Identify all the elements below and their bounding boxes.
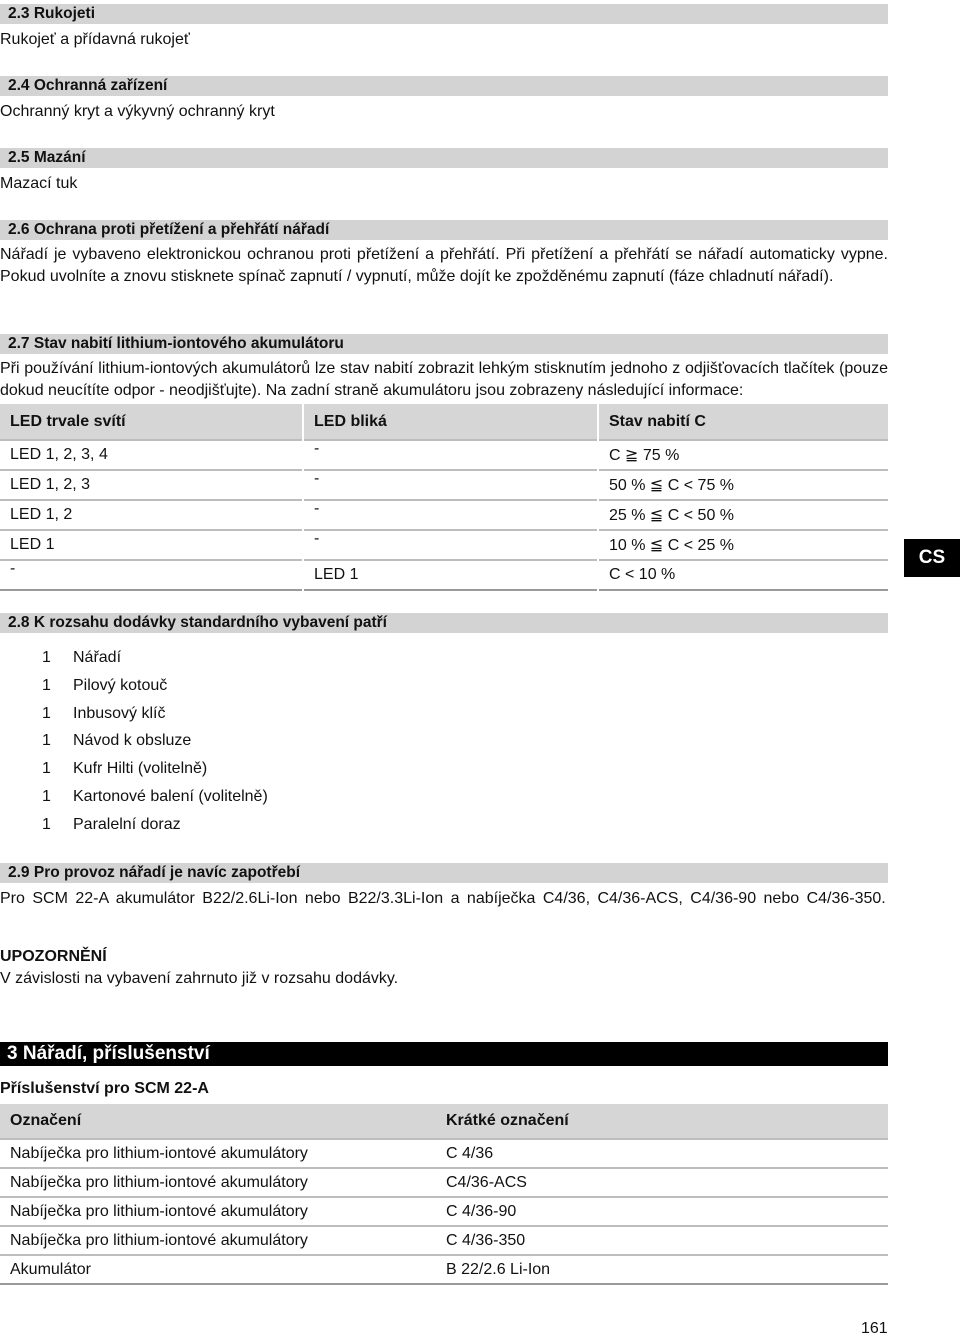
accessories-cell: Akumulátor [10,1260,91,1278]
section-text-2-4: Ochranný kryt a výkyvný ochranný kryt [0,103,275,120]
notice-text: V závislosti na vybavení zahrnuto již v rozsahu dodávky. [0,970,399,987]
led-table-cell: C ≧ 75 % [598,440,888,470]
led-status-table [0,404,888,591]
accessories-cell: C4/36-ACS [446,1173,527,1191]
accessories-cell: Nabíječka pro lithium-iontové akumulátory [10,1144,308,1162]
led-table-cell: - [303,500,598,530]
led-table-header-charge: Stav nabití C [598,404,888,440]
section-text-2-6: Nářadí je vybaveno elektronickou ochranou proti přetížení a přehřátí. Při přetížení a přehřátí se nářadí automaticky vypne. Pokud uvolníte a znovu stisknete spínač zapnutí / vypnutí, může dojít ke zpožděnému zapnutí (fáze chladnutí nářadí). [0,246,888,285]
accessories-cell: C 4/36 [446,1144,494,1162]
led-table-cell: C < 10 % [598,560,888,590]
list-item: 1 Nářadí [42,649,122,666]
table-row [0,1255,888,1284]
table-row [0,470,888,500]
accessories-table-header-row [0,1104,888,1139]
section-text-2-9: Pro SCM 22-A akumulátor B22/2.6Li-Ion nebo B22/3.3Li-Ion a nabíječka C4/36, C4/36-ACS, C4/36-90 nebo C4/36-350. [0,890,886,907]
section-heading-2-8: 2.8 K rozsahu dodávky standardního vybavení patří [0,613,888,633]
accessories-cell: C 4/36-350 [446,1231,526,1249]
accessories-cell: Nabíječka pro lithium-iontové akumulátory [10,1173,308,1191]
led-table-cell: 10 % ≦ C < 25 % [598,530,888,560]
accessories-cell: Nabíječka pro lithium-iontové akumulátory [10,1202,308,1220]
list-item: 1 Návod k obsluze [42,732,192,750]
list-item: 1 Paralelní doraz [42,815,181,833]
scope-of-delivery-list [42,644,268,839]
table-row [0,560,888,590]
led-table-cell: - [10,560,16,577]
led-table-header-steady: LED trvale svítí [10,412,126,430]
notice-title: UPOZORNĚNÍ [0,948,107,965]
section-heading-2-5: 2.5 Mazání [0,148,888,168]
section-heading-2-3: 2.3 Rukojeti [0,4,888,24]
list-item: 1 Kartonové balení (volitelně) [42,787,268,805]
accessories-header-short: Krátké označení [446,1112,569,1129]
section-text-2-7: Při používání lithium-iontových akumulátorů lze stav nabití zobrazit lehkým stisknutím jednoho z odjišťovacích tlačítek (pouze dokud neucítíte odpor - neodjišťujte). Na zadní straně akumulátoru jsou zobrazeny následující informace: [0,360,888,399]
page-number: 161 [861,1320,888,1337]
section-heading-2-6: 2.6 Ochrana proti přetížení a přehřátí nářadí [0,220,888,240]
led-table-cell: 25 % ≦ C < 50 % [598,500,888,530]
table-row [0,1226,888,1255]
section-heading-2-9: 2.9 Pro provoz nářadí je navíc zapotřebí [0,863,888,883]
table-row [0,1197,888,1226]
section-text-2-5: Mazací tuk [0,175,78,192]
table-row [0,500,888,530]
led-table-header-row [0,404,888,440]
led-table-cell: - [303,440,598,470]
table-row [0,1139,888,1168]
led-table-cell: - [303,530,598,560]
led-table-header-blinking: LED bliká [303,404,598,440]
led-table-cell: LED 1, 2, 3, 4 [10,446,108,463]
table-row [0,440,888,470]
table-row [0,1168,888,1197]
led-table-cell: LED 1 [10,536,55,553]
led-table-cell: - [303,470,598,500]
table-row [0,530,888,560]
accessories-cell: Nabíječka pro lithium-iontové akumulátory [10,1231,308,1249]
chapter-heading: 3 Nářadí, příslušenství [0,1042,888,1066]
led-table-cell: LED 1, 2 [10,506,73,523]
list-item: 1 Kufr Hilti (volitelně) [42,760,208,778]
section-text-2-3: Rukojeť a přídavná rukojeť [0,31,190,48]
led-table-cell: LED 1, 2, 3 [10,476,91,493]
list-item: 1 Pilový kotouč [42,676,168,694]
section-heading-2-4: 2.4 Ochranná zařízení [0,76,888,96]
accessories-subheading: Příslušenství pro SCM 22-A [0,1080,209,1097]
accessories-table [0,1104,888,1285]
accessories-cell: C 4/36-90 [446,1202,517,1220]
section-heading-2-7: 2.7 Stav nabití lithium-iontového akumulátoru [0,334,888,354]
led-table-cell: 50 % ≦ C < 75 % [598,470,888,500]
language-tab: CS [904,539,960,577]
accessories-header-designation: Označení [10,1112,82,1129]
accessories-cell: B 22/2.6 Li-Ion [446,1260,551,1278]
list-item: 1 Inbusový klíč [42,704,166,722]
led-table-cell: LED 1 [303,560,598,590]
